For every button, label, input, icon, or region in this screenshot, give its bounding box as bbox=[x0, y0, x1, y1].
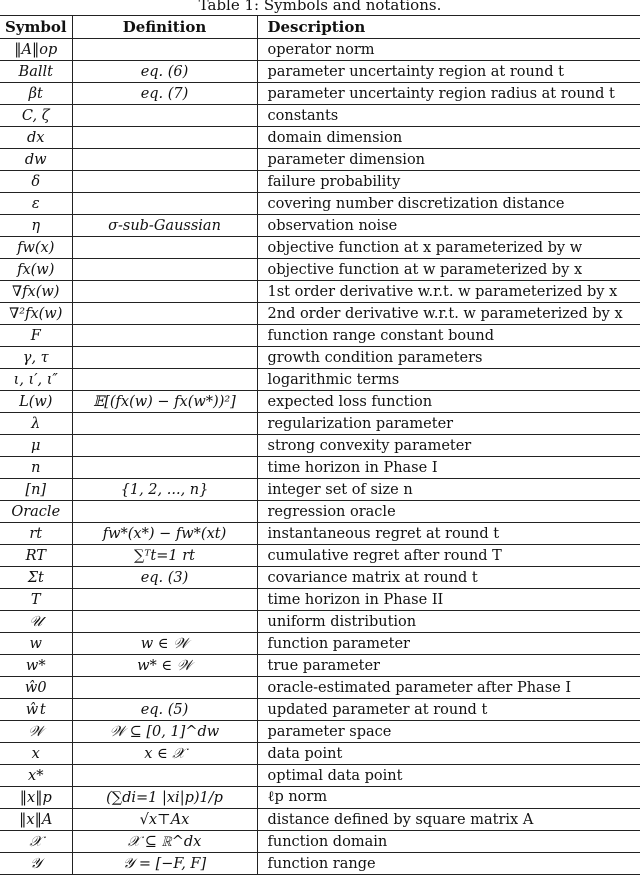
symbol-cell: dx bbox=[0, 127, 72, 149]
symbol-cell: ‖x‖A bbox=[0, 809, 72, 831]
symbol-cell: x* bbox=[0, 765, 72, 787]
definition-cell bbox=[72, 457, 257, 479]
symbol-cell: 𝒴 bbox=[0, 853, 72, 875]
definition-cell bbox=[72, 281, 257, 303]
description-cell: distance defined by square matrix A bbox=[257, 809, 640, 831]
table-row bbox=[0, 303, 640, 325]
table-row bbox=[0, 127, 640, 149]
definition-cell: eq. (6) bbox=[72, 61, 257, 83]
symbol-cell: x bbox=[0, 743, 72, 765]
symbol-cell: ∇²fx(w) bbox=[0, 303, 72, 325]
table-row bbox=[0, 259, 640, 281]
definition-cell: 𝔼[(fx(w) − fx(w*))²] bbox=[72, 391, 257, 413]
definition-cell bbox=[72, 413, 257, 435]
table-row bbox=[0, 523, 640, 545]
description-cell: cumulative regret after round T bbox=[257, 545, 640, 567]
definition-cell bbox=[72, 303, 257, 325]
description-cell: data point bbox=[257, 743, 640, 765]
description-cell: function parameter bbox=[257, 633, 640, 655]
definition-cell bbox=[72, 105, 257, 127]
definition-cell: ∑ᵀt=1 rt bbox=[72, 545, 257, 567]
definition-cell bbox=[72, 677, 257, 699]
symbol-cell: fw(x) bbox=[0, 237, 72, 259]
definition-cell bbox=[72, 611, 257, 633]
description-cell: parameter space bbox=[257, 721, 640, 743]
symbol-cell: C, ζ bbox=[0, 105, 72, 127]
table-row bbox=[0, 809, 640, 831]
definition-cell: x ∈ 𝒳 bbox=[72, 743, 257, 765]
definition-cell: eq. (5) bbox=[72, 699, 257, 721]
description-cell: uniform distribution bbox=[257, 611, 640, 633]
description-cell: observation noise bbox=[257, 215, 640, 237]
header-definition: Definition bbox=[72, 16, 257, 39]
table-row bbox=[0, 325, 640, 347]
description-cell: covering number discretization distance bbox=[257, 193, 640, 215]
description-cell: integer set of size n bbox=[257, 479, 640, 501]
description-cell: domain dimension bbox=[257, 127, 640, 149]
definition-cell: eq. (7) bbox=[72, 83, 257, 105]
table-row bbox=[0, 677, 640, 699]
description-cell: parameter uncertainty region at round t bbox=[257, 61, 640, 83]
table-row bbox=[0, 765, 640, 787]
table-body bbox=[0, 39, 640, 875]
definition-cell bbox=[72, 193, 257, 215]
table-row bbox=[0, 193, 640, 215]
description-cell: function range bbox=[257, 853, 640, 875]
symbol-cell: rt bbox=[0, 523, 72, 545]
table-row bbox=[0, 787, 640, 809]
table-row bbox=[0, 369, 640, 391]
definition-cell: fw*(x*) − fw*(xt) bbox=[72, 523, 257, 545]
table-row bbox=[0, 347, 640, 369]
definition-cell bbox=[72, 347, 257, 369]
description-cell: ℓp norm bbox=[257, 787, 640, 809]
description-cell: function domain bbox=[257, 831, 640, 853]
table-row bbox=[0, 215, 640, 237]
symbol-cell: ε bbox=[0, 193, 72, 215]
symbol-cell: fx(w) bbox=[0, 259, 72, 281]
table-row bbox=[0, 281, 640, 303]
table-row bbox=[0, 171, 640, 193]
definition-cell bbox=[72, 171, 257, 193]
symbol-cell: w bbox=[0, 633, 72, 655]
symbol-cell: Σt bbox=[0, 567, 72, 589]
symbol-cell: η bbox=[0, 215, 72, 237]
definition-cell bbox=[72, 39, 257, 61]
description-cell: objective function at w parameterized by x bbox=[257, 259, 640, 281]
table-row bbox=[0, 501, 640, 523]
symbol-cell: Oracle bbox=[0, 501, 72, 523]
definition-cell: σ-sub-Gaussian bbox=[72, 215, 257, 237]
symbol-cell: ‖A‖op bbox=[0, 39, 72, 61]
description-cell: objective function at x parameterized by w bbox=[257, 237, 640, 259]
definition-cell: √x⊤Ax bbox=[72, 809, 257, 831]
table-row bbox=[0, 61, 640, 83]
symbol-cell: δ bbox=[0, 171, 72, 193]
description-cell: time horizon in Phase II bbox=[257, 589, 640, 611]
symbol-cell: RT bbox=[0, 545, 72, 567]
description-cell: strong convexity parameter bbox=[257, 435, 640, 457]
definition-cell: eq. (3) bbox=[72, 567, 257, 589]
description-cell: regularization parameter bbox=[257, 413, 640, 435]
symbol-cell: βt bbox=[0, 83, 72, 105]
table-row bbox=[0, 83, 640, 105]
definition-cell: w* ∈ 𝒲 bbox=[72, 655, 257, 677]
definition-cell bbox=[72, 325, 257, 347]
definition-cell bbox=[72, 127, 257, 149]
table-row bbox=[0, 105, 640, 127]
table-row bbox=[0, 567, 640, 589]
definition-cell: 𝒳 ⊆ ℝ^dx bbox=[72, 831, 257, 853]
symbol-cell: dw bbox=[0, 149, 72, 171]
definition-cell bbox=[72, 435, 257, 457]
table-row bbox=[0, 655, 640, 677]
definition-cell bbox=[72, 237, 257, 259]
header-symbol: Symbol bbox=[0, 16, 72, 39]
table-row bbox=[0, 413, 640, 435]
description-cell: expected loss function bbox=[257, 391, 640, 413]
description-cell: 1st order derivative w.r.t. w parameterized by x bbox=[257, 281, 640, 303]
table-row bbox=[0, 457, 640, 479]
definition-cell bbox=[72, 259, 257, 281]
definition-cell bbox=[72, 501, 257, 523]
description-cell: oracle-estimated parameter after Phase I bbox=[257, 677, 640, 699]
symbol-cell: γ, τ bbox=[0, 347, 72, 369]
symbol-cell: ∇fx(w) bbox=[0, 281, 72, 303]
table-row bbox=[0, 39, 640, 61]
table-row bbox=[0, 699, 640, 721]
symbol-cell: Ballt bbox=[0, 61, 72, 83]
definition-cell bbox=[72, 765, 257, 787]
symbol-cell: L(w) bbox=[0, 391, 72, 413]
header-description: Description bbox=[257, 16, 640, 39]
description-cell: 2nd order derivative w.r.t. w parameterized by x bbox=[257, 303, 640, 325]
notation-table bbox=[0, 15, 640, 875]
definition-cell bbox=[72, 369, 257, 391]
description-cell: function range constant bound bbox=[257, 325, 640, 347]
table-row bbox=[0, 611, 640, 633]
table-header-row bbox=[0, 16, 640, 39]
table-row bbox=[0, 545, 640, 567]
definition-cell: 𝒲 ⊆ [0, 1]^dw bbox=[72, 721, 257, 743]
symbol-cell: 𝒰 bbox=[0, 611, 72, 633]
table-row bbox=[0, 391, 640, 413]
table-row bbox=[0, 479, 640, 501]
description-cell: true parameter bbox=[257, 655, 640, 677]
symbol-cell: ι, ι′, ι″ bbox=[0, 369, 72, 391]
description-cell: parameter uncertainty region radius at round t bbox=[257, 83, 640, 105]
table-row bbox=[0, 633, 640, 655]
description-cell: operator norm bbox=[257, 39, 640, 61]
symbol-cell: T bbox=[0, 589, 72, 611]
definition-cell bbox=[72, 149, 257, 171]
symbol-cell: F bbox=[0, 325, 72, 347]
definition-cell bbox=[72, 589, 257, 611]
description-cell: growth condition parameters bbox=[257, 347, 640, 369]
symbol-cell: μ bbox=[0, 435, 72, 457]
definition-cell: {1, 2, ..., n} bbox=[72, 479, 257, 501]
table-row bbox=[0, 743, 640, 765]
symbol-cell: 𝒲 bbox=[0, 721, 72, 743]
symbol-cell: n bbox=[0, 457, 72, 479]
symbol-cell: ‖x‖p bbox=[0, 787, 72, 809]
table-row bbox=[0, 435, 640, 457]
description-cell: updated parameter at round t bbox=[257, 699, 640, 721]
table-row bbox=[0, 237, 640, 259]
table-row bbox=[0, 149, 640, 171]
table-row bbox=[0, 831, 640, 853]
description-cell: logarithmic terms bbox=[257, 369, 640, 391]
description-cell: regression oracle bbox=[257, 501, 640, 523]
description-cell: constants bbox=[257, 105, 640, 127]
description-cell: covariance matrix at round t bbox=[257, 567, 640, 589]
definition-cell: (∑di=1 |xi|p)1/p bbox=[72, 787, 257, 809]
table-row bbox=[0, 853, 640, 875]
definition-cell: 𝒴 = [−F, F] bbox=[72, 853, 257, 875]
table-caption: Table 1: Symbols and notations. bbox=[198, 0, 442, 14]
description-cell: optimal data point bbox=[257, 765, 640, 787]
symbol-cell: ŵ0 bbox=[0, 677, 72, 699]
description-cell: time horizon in Phase I bbox=[257, 457, 640, 479]
description-cell: failure probability bbox=[257, 171, 640, 193]
symbol-cell: [n] bbox=[0, 479, 72, 501]
description-cell: instantaneous regret at round t bbox=[257, 523, 640, 545]
symbol-cell: w* bbox=[0, 655, 72, 677]
symbol-cell: ŵt bbox=[0, 699, 72, 721]
description-cell: parameter dimension bbox=[257, 149, 640, 171]
symbol-cell: λ bbox=[0, 413, 72, 435]
symbol-cell: 𝒳 bbox=[0, 831, 72, 853]
table-row bbox=[0, 721, 640, 743]
table-row bbox=[0, 589, 640, 611]
definition-cell: w ∈ 𝒲 bbox=[72, 633, 257, 655]
